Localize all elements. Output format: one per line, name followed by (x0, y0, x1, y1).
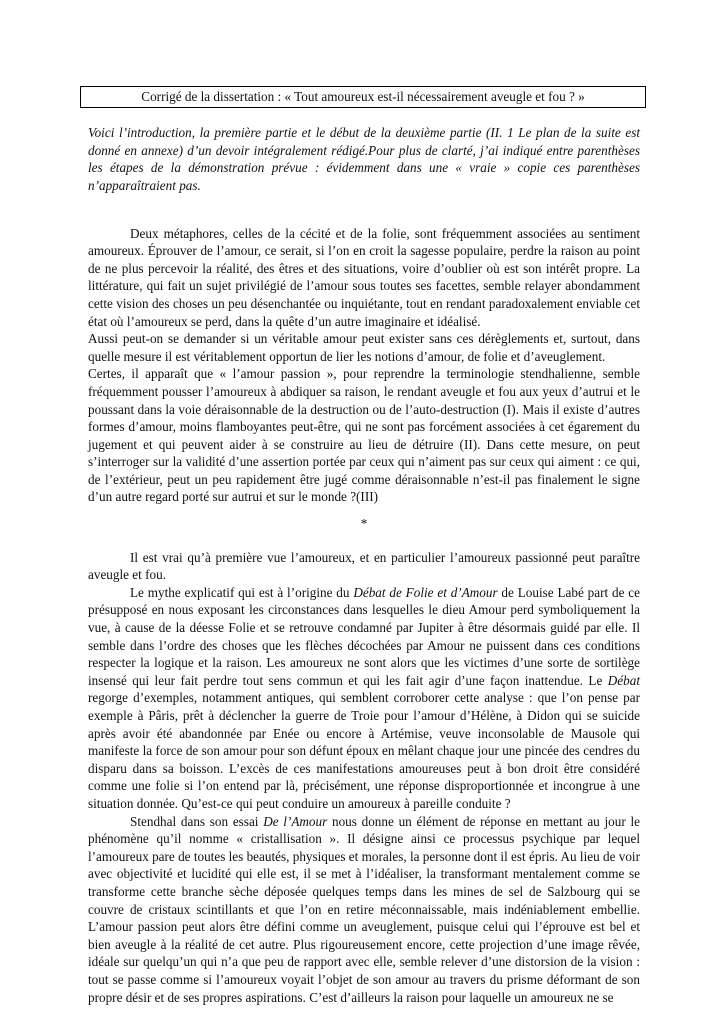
body-paragraph-3 (88, 813, 640, 1007)
body-paragraph-3-end: nous donne un élément de réponse en mettant au jour le phénomène qu’il nomme « cristallisation ». Il désigne ainsi ce processus psychique par lequel l’amoureux pare de toutes les beautés, physiques et morales, la personne dont il est épris. Au lieu de voir avec objectivité et lucidité qui elle est, il se met à l’idéaliser, la transformant mentalement comme se transforme cette branche sèche déposée quelques temps dans les mines de sel de Salzbourg qui se couvre de cristaux scintillants et que l’on en retire méconnaissable, mais indéniablement embellie. L’amour passion peut alors être défini comme un aveuglement, puisque celui qui l’éprouve est bel et bien aveugle à la réalité de cet autre. Plus rigoureusement encore, cette projection d’une image rêvée, idéale sur quelqu’un qui n’a que peu de rapport avec elle, semble relever d’une distorsion de la vision : tout se passe comme si l’amoureux voyait l’objet de son amour au travers du prisme déformant de son propre désir et de ses propres aspirations. C’est d’ailleurs la raison pour laquelle un amoureux ne se (88, 813, 640, 1005)
blank-line (88, 208, 640, 225)
work-title-debat-short: Débat (607, 672, 640, 688)
body-paragraph-2-start: Le mythe explicatif qui est à l’origine du (130, 584, 354, 600)
blank-line (88, 541, 640, 549)
body-paragraph-2 (88, 584, 640, 813)
work-title-de-l-amour: De l’Amour (263, 813, 328, 829)
intro-paragraph-3: Certes, il apparaît que « l’amour passion », pour reprendre la terminologie stendhalienne, semble fréquemment pousser l’amoureux à abdiquer sa raison, le rendant aveugle et fou aux yeux d’autrui et le poussant dans la voie déraisonnable de la destruction ou de l’auto-destruction (I). Mais il existe d’autres formes d’amour, moins flamboyantes peut-être, qui ne sont pas forcément associées à cet égarement du jugement et qui peuvent aider à se construire au lieu de détruire (II). Dans cette mesure, on peut s’interroger sur la validité d’une assertion portée par ceux qui n’aiment pas sur ceux qui aiment : ce qui, de l’extérieur, peut un peu rapidement être jugé comme déraisonnable n’est-il pas finalement le signe d’un autre regard porté sur autrui et sur le monde ?(III) (88, 366, 640, 505)
body-paragraph-2-middle: de Louise Labé part de ce présupposé en nous exposant les circonstances dans lesquelles le dieu Amour perd symboliquement la vue, à cause de la déesse Folie et se retrouve condamné par Jupiter à être désormais guidé par elle. Il semble dans l’ordre des choses que les flèches décochées par Amour ne puissent dans ces conditions respecter la logique et la raison. Les amoureux ne sont alors que les victimes d’une sorte de sortilège insensé qui leur fait perdre tout sens commun et qui les fait agir d’une façon inattendue. Le (88, 584, 640, 688)
introductory-note: Voici l’introduction, la première partie et le début de la deuxième partie (II. 1 Le plan de la suite est donné en annexe) d’un devoir intégralement rédigé.Pour plus de clarté, j’ai indiqué entre parenthèses les étapes de la démonstration prévue : évidemment dans une « vraie » copie ces parenthèses n’apparaîtraient pas. (88, 125, 640, 193)
intro-paragraph-1: Deux métaphores, celles de la cécité et de la folie, sont fréquemment associées au sentiment amoureux. Éprouver de l’amour, ce serait, si l’on en croit la sagesse populaire, perdre la raison au point de ne plus percevoir la réalité, des êtres et des situations, voire d’oublier où est son intérêt propre. La littérature, qui fait un sujet privilégié de l’amour sous toutes ses facettes, semble relayer abondamment cette vision des choses un peu désenchantée ou inquiétante, tout en rendant paradoxalement enviable cet état où l’amoureux se perd, dans la quête d’un autre imaginaire et idéalisé. (88, 225, 640, 329)
document-page (88, 86, 640, 1006)
intro-paragraph-2: Aussi peut-on se demander si un véritable amour peut exister sans ces dérèglements et, surtout, dans quelle mesure il est véritablement opportun de lier les notions d’amour, de folie et d’aveuglement. (88, 331, 640, 364)
body-paragraph-2-end: regorge d’exemples, notamment antiques, qui semblent corroborer cette analyse : que l’on pense par exemple à Pâris, prêt à déclencher la guerre de Troie pour l’amour d’Hélène, à Didon qui se suicide après avoir été abandonnée par Enée ou encore à Artémise, veuve inconsolable de Mausole qui manifeste la force de son amour pour son défunt époux en mêlant chaque jour une pincée des cendres du disparu dans sa boisson. L’excès de ces manifestations amoureuses peut à bon droit être considéré comme une folie si l’on entend par là, précisément, une réponse disproportionnée et incongrue à une situation donnée. Qu’est-ce qui peut conduire un amoureux à pareille conduite ? (88, 690, 640, 811)
section-separator: * (360, 516, 368, 532)
document-title: Corrigé de la dissertation : « Tout amoureux est-il nécessairement aveugle et fou ? » (80, 86, 646, 108)
body-paragraph-3-start: Stendhal dans son essai (130, 813, 264, 829)
body-paragraph-1: Il est vrai qu’à première vue l’amoureux, et en particulier l’amoureux passionné peut paraître aveugle et fou. (88, 549, 640, 583)
work-title-debat: Débat de Folie et d’Amour (353, 584, 498, 600)
